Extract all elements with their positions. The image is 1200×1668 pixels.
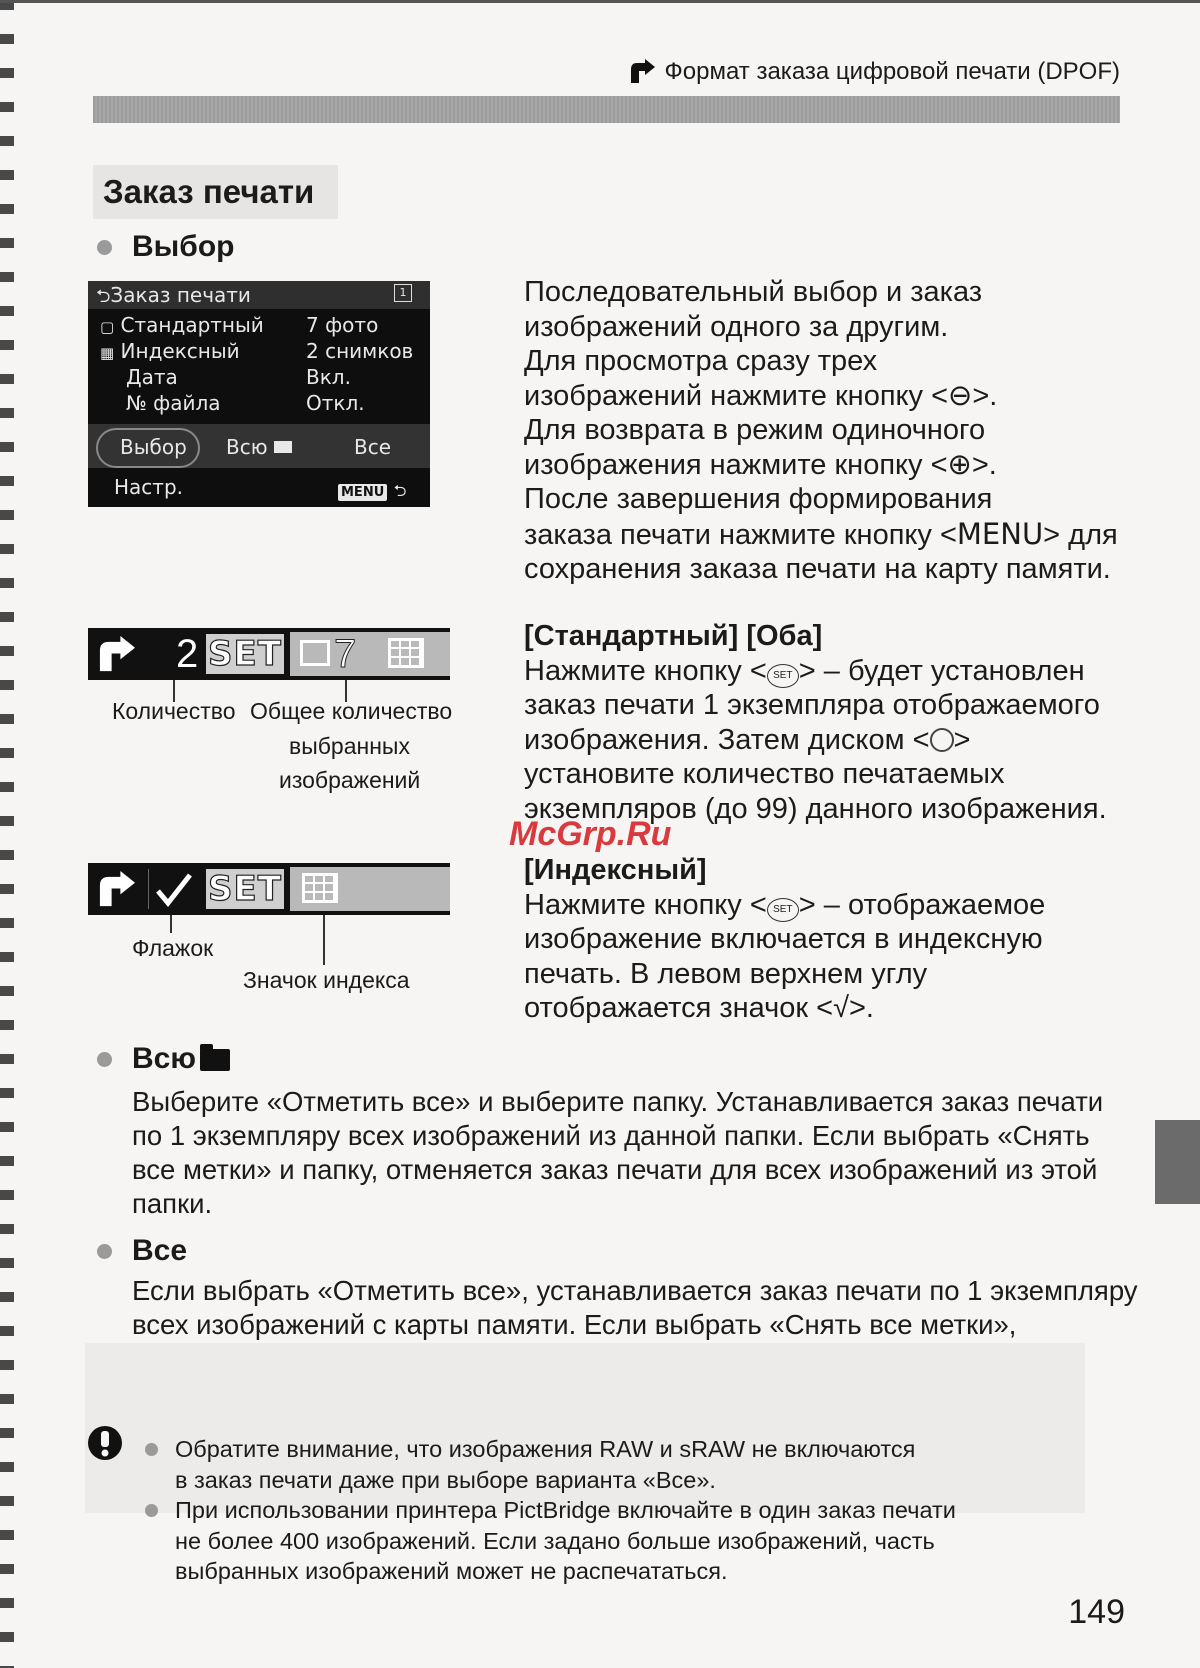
screen-val-file: Откл.	[306, 391, 365, 415]
screen-menu-back[interactable]	[338, 477, 406, 507]
strip-total: 7	[334, 632, 357, 676]
watermark: McGrp.Ru	[509, 815, 672, 853]
leader-index	[323, 915, 325, 965]
bullet-dot	[97, 240, 112, 255]
index-icon	[388, 638, 424, 668]
index-head: [Индексный]	[524, 854, 707, 886]
section-title: Заказ печати	[93, 165, 338, 219]
print-order-icon	[94, 871, 138, 909]
check-icon	[154, 873, 194, 907]
leader-flag	[170, 915, 172, 933]
status-strip-count	[88, 628, 450, 680]
screen-btn-folder[interactable]: Всю	[226, 435, 292, 459]
strip-set-box: SET	[206, 634, 284, 674]
screen-row-date: Дата	[126, 365, 178, 389]
screen-val-date: Вкл.	[306, 365, 351, 389]
print-order-icon	[627, 59, 657, 85]
caption-total-1: Общее количество	[250, 698, 453, 724]
status-strip-flag	[88, 863, 450, 915]
screen-val-index: 2 снимков	[306, 339, 414, 363]
caution-notes	[145, 1434, 1075, 1587]
tab-icon: 1	[394, 284, 412, 302]
caption-flag: Флажок	[132, 935, 214, 961]
bullet-folder-label: Всю	[132, 1042, 196, 1075]
strip-divider	[148, 869, 149, 909]
standard-section: [Стандартный] [Оба] Нажмите кнопку < SET > – будет установлен заказ печати 1 экземпляра отображаемого изображения. Затем диском < > установите количество печатаемых экземпляров (до 99) данного изображения.	[524, 619, 1144, 826]
strip-set-box: SET	[206, 869, 284, 909]
menu-key: MENU	[956, 516, 1044, 551]
folder-icon	[200, 1049, 230, 1071]
folder-icon	[274, 441, 292, 453]
header-title: Формат заказа цифровой печати (DPOF)	[664, 58, 1120, 85]
screen-row-file: № файла	[126, 391, 221, 415]
header-bar	[93, 96, 1120, 123]
caption-index: Значок индекса	[243, 967, 410, 993]
all-text: Если выбрать «Отметить все», устанавливается заказ печати по 1 экземпляру всех изображений с карты памяти. Если выбрать «Снять все метки»,	[132, 1275, 1138, 1340]
zoom-out-icon: ⊖	[948, 379, 973, 412]
note-item: Обратите внимание, что изображения RAW и sRAW не включаются в заказ печати даже при выборе варианта «Все».	[145, 1434, 1075, 1495]
caption-count: Количество	[112, 698, 236, 724]
bullet-dot	[97, 1244, 112, 1259]
bullet-dot	[97, 1052, 112, 1067]
bullet-all	[97, 1234, 187, 1268]
page-number: 149	[1068, 1593, 1125, 1631]
caption-total-2: выбранных	[289, 733, 410, 759]
set-button-icon: SET	[767, 664, 799, 688]
note-item: При использовании принтера PictBridge включайте в один заказ печати не более 400 изображений. Если задано больше изображений, часть выбранных изображений может не распечататься.	[145, 1495, 1075, 1587]
index-icon	[302, 873, 338, 903]
set-button-icon: SET	[767, 898, 799, 922]
bullet-select-label: Выбор	[132, 230, 235, 263]
single-image-icon	[300, 640, 330, 666]
bullet-dot	[145, 1504, 158, 1517]
screen-setup[interactable]: Настр.	[114, 475, 183, 499]
intro-paragraph: Последовательный выбор и заказ изображений одного за другим. Для просмотра сразу трех изображений нажмите кнопку <⊖>. Для возврата в режим одиночного изображения нажмите кнопку <⊕>. После завершения формирования заказа печати нажмите кнопку <MENU> для сохранения заказа печати на карту памяти.	[524, 276, 1118, 585]
top-rule	[0, 0, 1200, 3]
standard-head: [Стандартный] [Оба]	[524, 620, 823, 652]
bullet-dot	[145, 1443, 158, 1456]
screen-btn-select[interactable]: Выбор	[120, 435, 187, 459]
screen-btn-all[interactable]: Все	[354, 435, 392, 459]
zoom-in-icon: ⊕	[947, 448, 972, 481]
screen-row-standard: ▢ Стандартный	[100, 313, 264, 337]
index-section: [Индексный] Нажмите кнопку < SET > – отображаемое изображение включается в индексную печать. В левом верхнем углу отображается значок <√>.	[524, 853, 1144, 1026]
back-icon: ⮌	[393, 481, 407, 500]
camera-screen	[88, 281, 430, 507]
folder-text: Выберите «Отметить все» и выберите папку. Устанавливается заказ печати по 1 экземпляру всех изображений из данной папки. Если выбрать «Снять все метки» и папку, отменяется заказ печати для всех изображений из этой папки.	[132, 1086, 1104, 1219]
menu-badge: MENU	[338, 484, 387, 501]
caption-total-3: изображений	[279, 767, 421, 793]
bullet-all-label: Все	[132, 1234, 188, 1267]
caution-icon	[86, 1424, 124, 1462]
binding-edge	[0, 0, 14, 1668]
bullet-select	[97, 230, 234, 264]
screen-title: ⮌Заказ печати	[96, 283, 251, 307]
screen-row-index: ▦ Индексный	[100, 339, 240, 363]
print-order-icon	[94, 636, 138, 674]
dial-icon	[930, 728, 954, 752]
strip-count: 2	[176, 632, 199, 676]
screen-val-standard: 7 фото	[306, 313, 379, 337]
bullet-folder	[97, 1042, 230, 1076]
chapter-tab	[1155, 1120, 1200, 1204]
page-header	[627, 58, 1120, 86]
